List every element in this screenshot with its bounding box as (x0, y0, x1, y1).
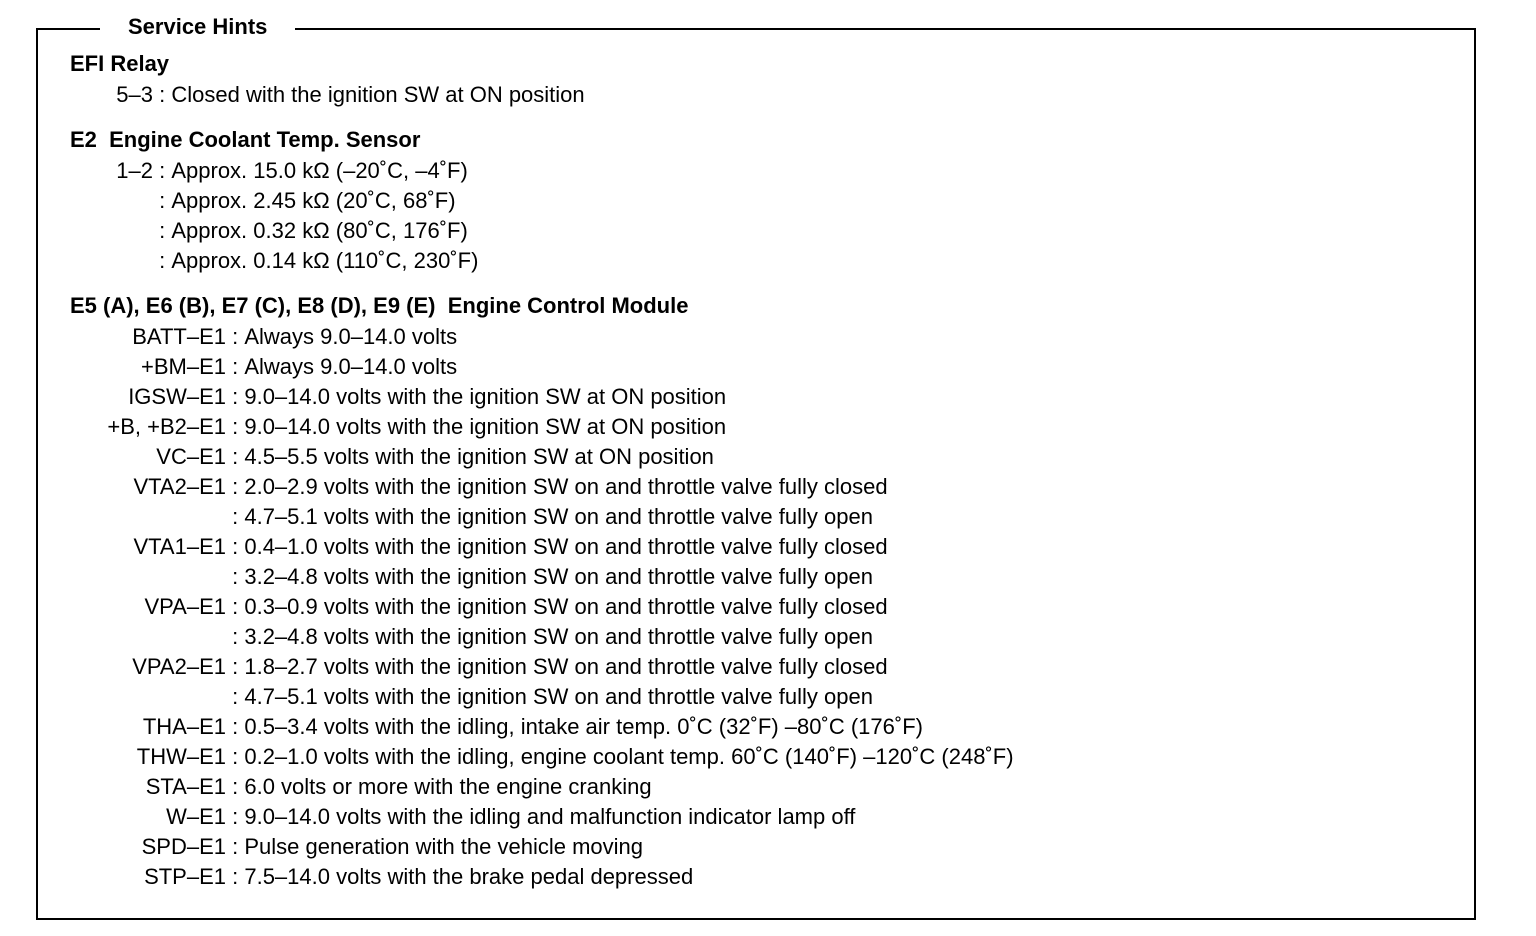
spec-value: 0.4–1.0 volts with the ignition SW on and throttle valve fully closed (244, 534, 888, 559)
terminal-label (70, 502, 226, 532)
terminal-label: +BM–E1 (141, 354, 226, 379)
spec-line (70, 622, 1450, 652)
terminal-label: +B, +B2–E1 (107, 414, 226, 439)
spec-line (70, 80, 1450, 110)
spec-value: 0.5–3.4 volts with the idling, intake air temp. 0˚C (32˚F) –80˚C (176˚F) (244, 714, 923, 739)
separator: : (226, 714, 245, 739)
terminal-label: SPD–E1 (141, 834, 226, 859)
separator: : (226, 324, 245, 349)
separator: : (226, 834, 245, 859)
separator: : (226, 444, 245, 469)
spec-line (70, 802, 1450, 832)
terminal-label: VC–E1 (156, 444, 226, 469)
terminal-label: VPA2–E1 (132, 654, 226, 679)
spec-line (70, 442, 1450, 472)
spec-line (70, 156, 1450, 186)
section-heading: E2 Engine Coolant Temp. Sensor (70, 127, 421, 152)
terminal-label: IGSW–E1 (128, 384, 226, 409)
separator: : (226, 804, 245, 829)
terminal-label: VTA1–E1 (133, 534, 226, 559)
spec-line (70, 712, 1450, 742)
section-efi-relay (70, 48, 1450, 110)
spec-value: 6.0 volts or more with the engine cranking (244, 774, 652, 799)
section-coolant-temp-sensor (70, 124, 1450, 276)
spec-line (70, 772, 1450, 802)
spec-line (70, 742, 1450, 772)
terminal-label (70, 246, 153, 276)
spec-value: 3.2–4.8 volts with the ignition SW on and throttle valve fully open (244, 564, 873, 589)
spec-line (70, 862, 1450, 892)
spec-value: Always 9.0–14.0 volts (244, 324, 458, 349)
spec-value: 7.5–14.0 volts with the brake pedal depressed (244, 864, 694, 889)
separator: : (226, 864, 245, 889)
spec-line (70, 832, 1450, 862)
terminal-label (70, 216, 153, 246)
spec-value: 4.7–5.1 volts with the ignition SW on and throttle valve fully open (244, 504, 873, 529)
spec-line (70, 502, 1450, 532)
terminal-label: STA–E1 (145, 774, 226, 799)
section-heading: E5 (A), E6 (B), E7 (C), E8 (D), E9 (E) Engine Control Module (70, 293, 689, 318)
service-hints-title: Service Hints (100, 13, 295, 41)
separator: : (153, 82, 172, 107)
section-engine-control-module (70, 290, 1450, 892)
spec-value: 4.5–5.5 volts with the ignition SW at ON position (244, 444, 714, 469)
spec-value: Approx. 0.14 kΩ (110˚C, 230˚F) (171, 248, 479, 273)
spec-value: 0.2–1.0 volts with the idling, engine coolant temp. 60˚C (140˚F) –120˚C (248˚F) (244, 744, 1014, 769)
spec-value: 9.0–14.0 volts with the ignition SW at ON position (244, 384, 727, 409)
separator: : (226, 384, 245, 409)
terminal-label (70, 682, 226, 712)
terminal-label (70, 622, 226, 652)
terminal-label: VTA2–E1 (133, 474, 226, 499)
spec-line (70, 216, 1450, 246)
separator: : (153, 188, 172, 213)
terminal-label: 1–2 (116, 158, 153, 183)
terminal-label (70, 186, 153, 216)
spec-value: 1.8–2.7 volts with the ignition SW on and throttle valve fully closed (244, 654, 888, 679)
spec-line (70, 246, 1450, 276)
spec-value: 9.0–14.0 volts with the idling and malfunction indicator lamp off (244, 804, 856, 829)
spec-value: 4.7–5.1 volts with the ignition SW on and throttle valve fully open (244, 684, 873, 709)
spec-line (70, 382, 1450, 412)
spec-value: Closed with the ignition SW at ON position (171, 82, 585, 107)
spec-line (70, 186, 1450, 216)
spec-value: 2.0–2.9 volts with the ignition SW on and throttle valve fully closed (244, 474, 888, 499)
terminal-label: W–E1 (166, 804, 226, 829)
spec-line (70, 682, 1450, 712)
terminal-label: STP–E1 (144, 864, 226, 889)
separator: : (226, 744, 245, 769)
spec-line (70, 322, 1450, 352)
separator: : (226, 474, 245, 499)
separator: : (226, 654, 245, 679)
spec-value: 0.3–0.9 volts with the ignition SW on and throttle valve fully closed (244, 594, 888, 619)
separator: : (153, 218, 172, 243)
spec-value: Approx. 0.32 kΩ (80˚C, 176˚F) (171, 218, 468, 243)
service-hints-content (70, 48, 1450, 892)
separator: : (226, 564, 245, 589)
spec-line (70, 472, 1450, 502)
spec-value: 3.2–4.8 volts with the ignition SW on and throttle valve fully open (244, 624, 873, 649)
separator: : (153, 248, 172, 273)
spec-value: Approx. 15.0 kΩ (–20˚C, –4˚F) (171, 158, 468, 183)
spec-value: Always 9.0–14.0 volts (244, 354, 458, 379)
separator: : (153, 158, 172, 183)
terminal-label (70, 562, 226, 592)
spec-line (70, 592, 1450, 622)
spec-value: Approx. 2.45 kΩ (20˚C, 68˚F) (171, 188, 456, 213)
separator: : (226, 354, 245, 379)
section-heading: EFI Relay (70, 51, 170, 76)
terminal-label: VPA–E1 (144, 594, 226, 619)
spec-line (70, 562, 1450, 592)
separator: : (226, 774, 245, 799)
terminal-label: THW–E1 (136, 744, 226, 769)
separator: : (226, 684, 245, 709)
separator: : (226, 414, 245, 439)
spec-value: Pulse generation with the vehicle moving (244, 834, 644, 859)
separator: : (226, 504, 245, 529)
separator: : (226, 594, 245, 619)
spec-line (70, 412, 1450, 442)
separator: : (226, 534, 245, 559)
spec-line (70, 652, 1450, 682)
terminal-label: BATT–E1 (132, 324, 226, 349)
spec-line (70, 352, 1450, 382)
spec-line (70, 532, 1450, 562)
separator: : (226, 624, 245, 649)
spec-value: 9.0–14.0 volts with the ignition SW at ON position (244, 414, 727, 439)
terminal-label: 5–3 (116, 82, 153, 107)
terminal-label: THA–E1 (142, 714, 226, 739)
